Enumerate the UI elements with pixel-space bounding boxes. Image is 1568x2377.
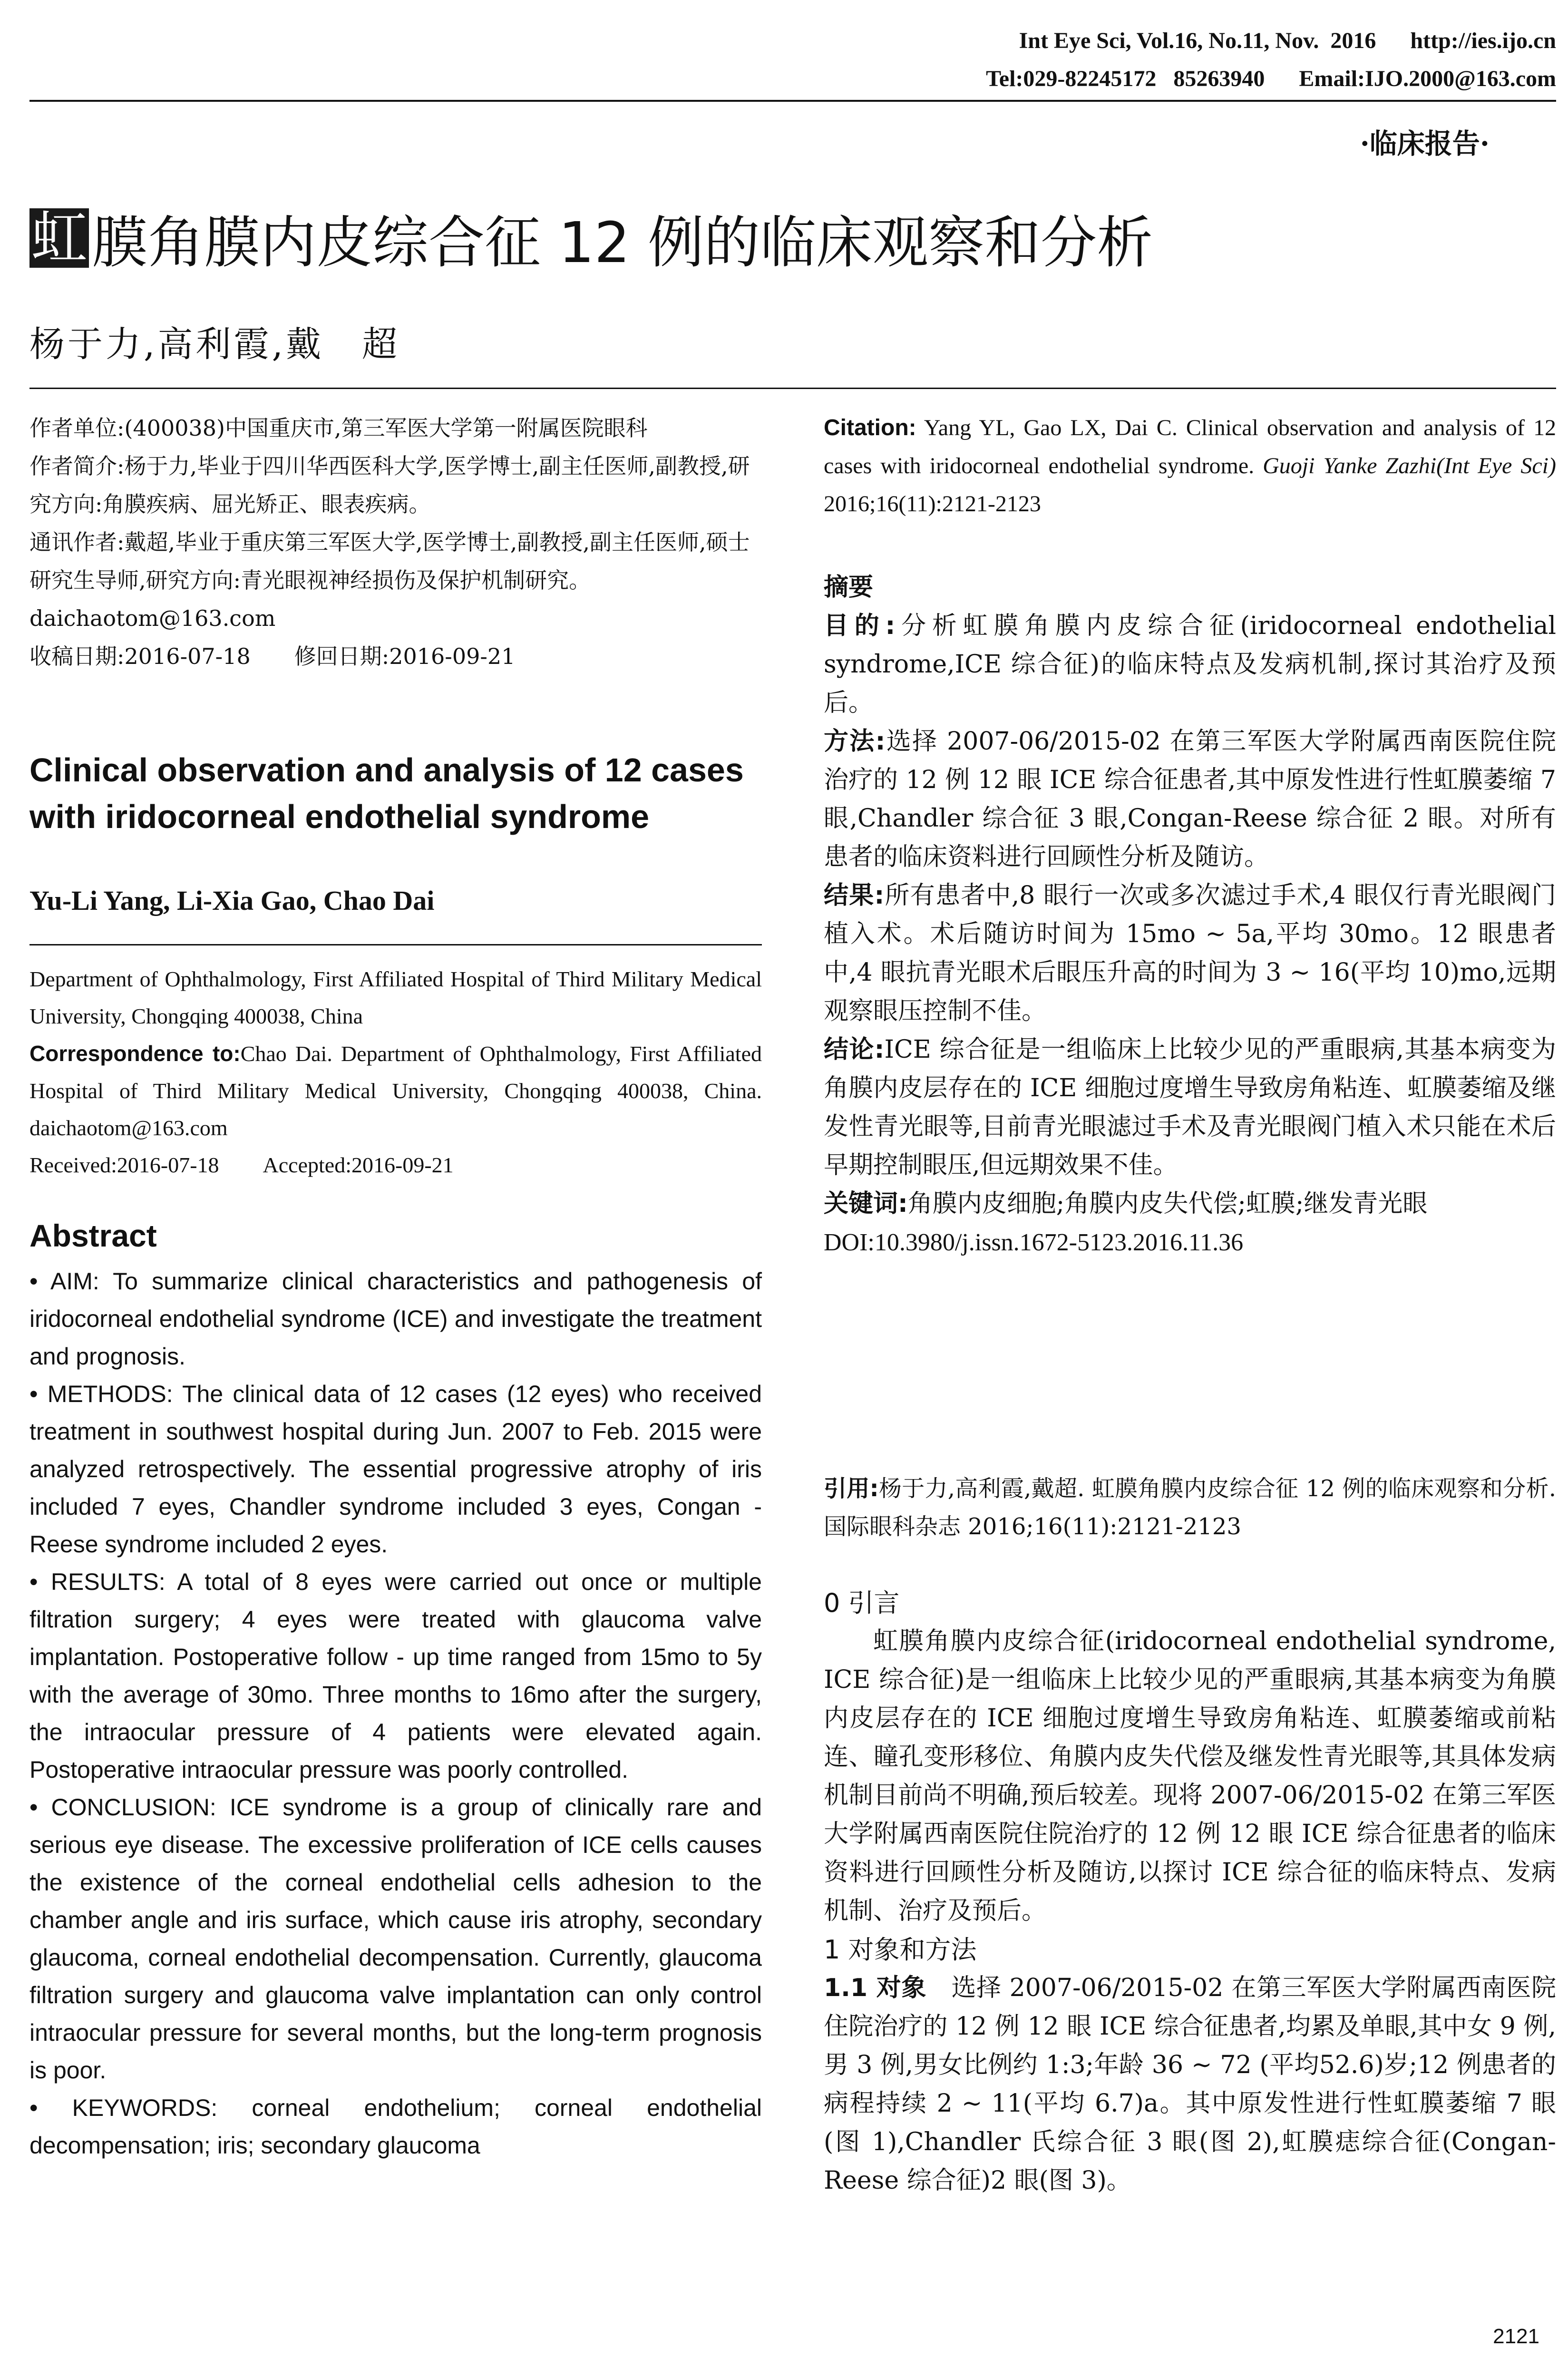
- methods-label: 方法:: [824, 727, 886, 756]
- cite-cn: [824, 1470, 1556, 1546]
- authors-cn: 杨于力,高利霞,戴 超: [29, 324, 400, 365]
- affil-rule: [29, 944, 762, 945]
- citation-tail: 2016;16(11):2121-2123: [824, 491, 1041, 516]
- english-authors: Yu-Li Yang, Li-Xia Gao, Chao Dai: [29, 885, 435, 916]
- abstract-cn: [824, 568, 1556, 1262]
- journal-email: Email:IJO.2000@163.com: [1299, 66, 1556, 91]
- results-text: 所有患者中,8 眼行一次或多次滤过手术,4 眼仅行青光眼阀门植入术。术后随访时间为 15mo ~ 5a,平均 30mo。12 眼患者中,4 眼抗青光眼术后眼压升高的时间为 3 ~ 16(平均 10)mo,远期观察眼压控制不佳。: [824, 881, 1556, 1025]
- page-title: [29, 197, 1153, 278]
- methods-text: 选择 2007-06/2015-02 在第三军医大学附属西南医院住院治疗的 12 例 12 眼 ICE 综合征患者,其中原发性进行性虹膜萎缩 7 眼,Chandler 综合征 3 眼,Congan-Reese 综合征 2 眼。对所有患者的临床资料进行回顾性分析及随访。: [824, 727, 1557, 871]
- author-unit: 作者单位:(400038)中国重庆市,第三军医大学第一附属医院眼科: [29, 415, 648, 441]
- abstract-conclusion: • CONCLUSION: ICE syndrome is a group of clinically rare and serious eye disease. The excessive proliferation of ICE cells causes the existence of the corneal endothelial cells adhesion to the chamber angle and iris surface, which cause iris atrophy, secondary glaucoma, corneal endothelial decompensation. Currently, glaucoma filtration surgery and glaucoma valve implantation can only control intraocular pressure for several months, but the long-term prognosis is poor.: [29, 1794, 762, 2084]
- corresponding-author: 通讯作者:戴超,毕业于重庆第三军医大学,医学博士,副教授,副主任医师,硕士研究生导师,研究方向:青光眼视神经损伤及保护机制研究。daichaotom@163.com: [29, 529, 750, 631]
- cite-cn-text: 杨于力,高利霞,戴超. 虹膜角膜内皮综合征 12 例的临床观察和分析. 国际眼科杂志 2016;16(11):2121-2123: [824, 1475, 1557, 1540]
- abstract-cn-conclusion: [824, 1031, 1556, 1185]
- abstract-cn-results: [824, 877, 1556, 1031]
- introduction-section: [824, 1584, 1556, 2200]
- citation-journal: Guoji Yanke Zazhi(Int Eye Sci): [1263, 453, 1557, 478]
- intro-heading: 0 引言: [824, 1588, 900, 1618]
- abstract-heading: Abstract: [29, 1218, 157, 1253]
- author-bio: 作者简介:杨于力,毕业于四川华西医科大学,医学博士,副主任医师,副教授,研究方向:角膜疾病、屈光矫正、眼表疾病。: [29, 453, 750, 517]
- title-first-char: 虹: [29, 208, 89, 268]
- journal-tel: Tel:029-82245172 85263940: [986, 66, 1265, 91]
- correspondence-label: Correspondence to:: [29, 1041, 241, 1066]
- journal-header-line: [1019, 28, 1556, 54]
- correspondence: [29, 1035, 762, 1147]
- intro-text: 虹膜角膜内皮综合征(iridocorneal endothelial syndrome, ICE 综合征)是一组临床上比较少见的严重眼病,其基本病变为角膜内皮层存在的 ICE 细胞过度增生导致房角粘连、虹膜萎缩或前粘连、瞳孔变形移位、角膜内皮失代偿及继发性青光眼等,其具体发病机制目前尚不明确,预后较差。现将 2007-06/2015-02 在第三军医大学附属西南医院住院治疗的 12 例 12 眼 ICE 综合征患者的临床资料进行回顾性分析及随访,以探讨 ICE 综合征的临床特点、发病机制、治疗及预后。: [824, 1627, 1556, 1925]
- methods-heading: 1 对象和方法: [824, 1935, 977, 1965]
- english-title: Clinical observation and analysis of 12 cases with iridocorneal endothelial syndrome: [29, 751, 744, 835]
- keywords-label: 关键词:: [824, 1189, 908, 1218]
- received-accepted: Received:2016-07-18 Accepted:2016-09-21: [29, 1153, 454, 1177]
- abstract-cn-heading: 摘要: [824, 573, 874, 602]
- received-dates: 收稿日期:2016-07-18 修回日期:2016-09-21: [29, 643, 516, 669]
- keywords-text: 角膜内皮细胞;角膜内皮失代偿;虹膜;继发青光眼: [907, 1189, 1428, 1218]
- abstract-cn-methods: [824, 722, 1556, 877]
- abstract-keywords: • KEYWORDS: corneal endothelium; corneal endothelial decompensation; iris; secondary glaucoma: [29, 2094, 762, 2159]
- header-rule: [29, 100, 1556, 102]
- abstract-methods: • METHODS: The clinical data of 12 cases (12 eyes) who received treatment in southwest hospital during Jun. 2007 to Feb. 2015 were analyzed retrospectively. The essential progressive atrophy of iris included 7 eyes, Chandler syndrome included 3 eyes, Congan - Reese syndrome included 2 eyes.: [29, 1381, 762, 1558]
- citation-text: Yang YL, Gao LX, Dai C. Clinical observation and analysis of 12 cases with iridocorneal endothelial syndrome.: [824, 415, 1557, 478]
- methods-subject: [824, 1969, 1556, 2200]
- abstract-results: • RESULTS: A total of 8 eyes were carried out once or multiple filtration surgery; 4 eyes were treated with glaucoma valve implantation. Postoperative follow - up time ranged from 15mo to 5y with the average of 30mo. Three months to 16mo after the surgery, the intraocular pressure of 4 patients were elevated again. Postoperative intraocular pressure was poorly controlled.: [29, 1568, 762, 1783]
- conclusion-label: 结论:: [824, 1035, 885, 1064]
- methods-sub-label: 1.1 对象: [824, 1974, 926, 2002]
- doi: DOI:10.3980/j.issn.1672-5123.2016.11.36: [824, 1229, 1244, 1256]
- department: Department of Ophthalmology, First Affiliated Hospital of Third Military Medical University, Chongqing 400038, China: [29, 967, 762, 1028]
- methods-text: 选择 2007-06/2015-02 在第三军医大学附属西南医院住院治疗的 12 例 12 眼 ICE 综合征患者,均累及单眼,其中女 9 例,男 3 例,男女比例约 1:3;年龄 36 ~ 72 (平均52.6)岁;12 例患者的病程持续 2 ~ 11(平均 6.7)a。其中原发性进行性虹膜萎缩 7 眼(图 1),Chandler 氏综合征 3 眼(图 2),虹膜痣综合征(Congan-Reese 综合征)2 眼(图 3)。: [824, 1974, 1556, 2195]
- abstract-cn-keywords: [824, 1185, 1556, 1223]
- title-rule: [29, 388, 1556, 389]
- section-tag: ·临床报告·: [1360, 127, 1490, 160]
- conclusion-text: ICE 综合征是一组临床上比较少见的严重眼病,其基本病变为角膜内皮层存在的 ICE 细胞过度增生导致房角粘连、虹膜萎缩及继发性青光眼等,目前青光眼滤过手术及青光眼阀门植入术只能在术后早期控制眼压,但远期效果不佳。: [824, 1035, 1556, 1179]
- correspondence-text: Chao Dai. Department of Ophthalmology, First Affiliated Hospital of Third Military Medical University, Chongqing 400038, China. daichaotom@163.com: [29, 1042, 762, 1140]
- author-info: [29, 409, 762, 675]
- cite-cn-label: 引用:: [824, 1475, 879, 1502]
- results-label: 结果:: [824, 881, 885, 910]
- title-rest: 膜角膜内皮综合征 12 例的临床观察和分析: [92, 210, 1153, 275]
- abstract-aim: • AIM: To summarize clinical characteristics and pathogenesis of iridocorneal endothelial syndrome (ICE) and investigate the treatment and prognosis.: [29, 1268, 762, 1370]
- aim-label: 目的:: [824, 612, 896, 640]
- citation-block: [824, 409, 1556, 523]
- aim-text: 分析虹膜角膜内皮综合征(iridocorneal endothelial syndrome,ICE 综合征)的临床特点及发病机制,探讨其治疗及预后。: [824, 612, 1556, 717]
- affiliation-block: [29, 961, 762, 1184]
- journal-contact-line: [986, 66, 1556, 92]
- journal-url: http://ies.ijo.cn: [1410, 28, 1556, 53]
- abstract-en-body: [29, 1263, 762, 2164]
- citation-label: Citation:: [824, 415, 916, 440]
- page-number: 2121: [1493, 2325, 1539, 2348]
- journal-citation: Int Eye Sci, Vol.16, No.11, Nov. 2016: [1019, 28, 1376, 53]
- abstract-cn-aim: [824, 607, 1556, 722]
